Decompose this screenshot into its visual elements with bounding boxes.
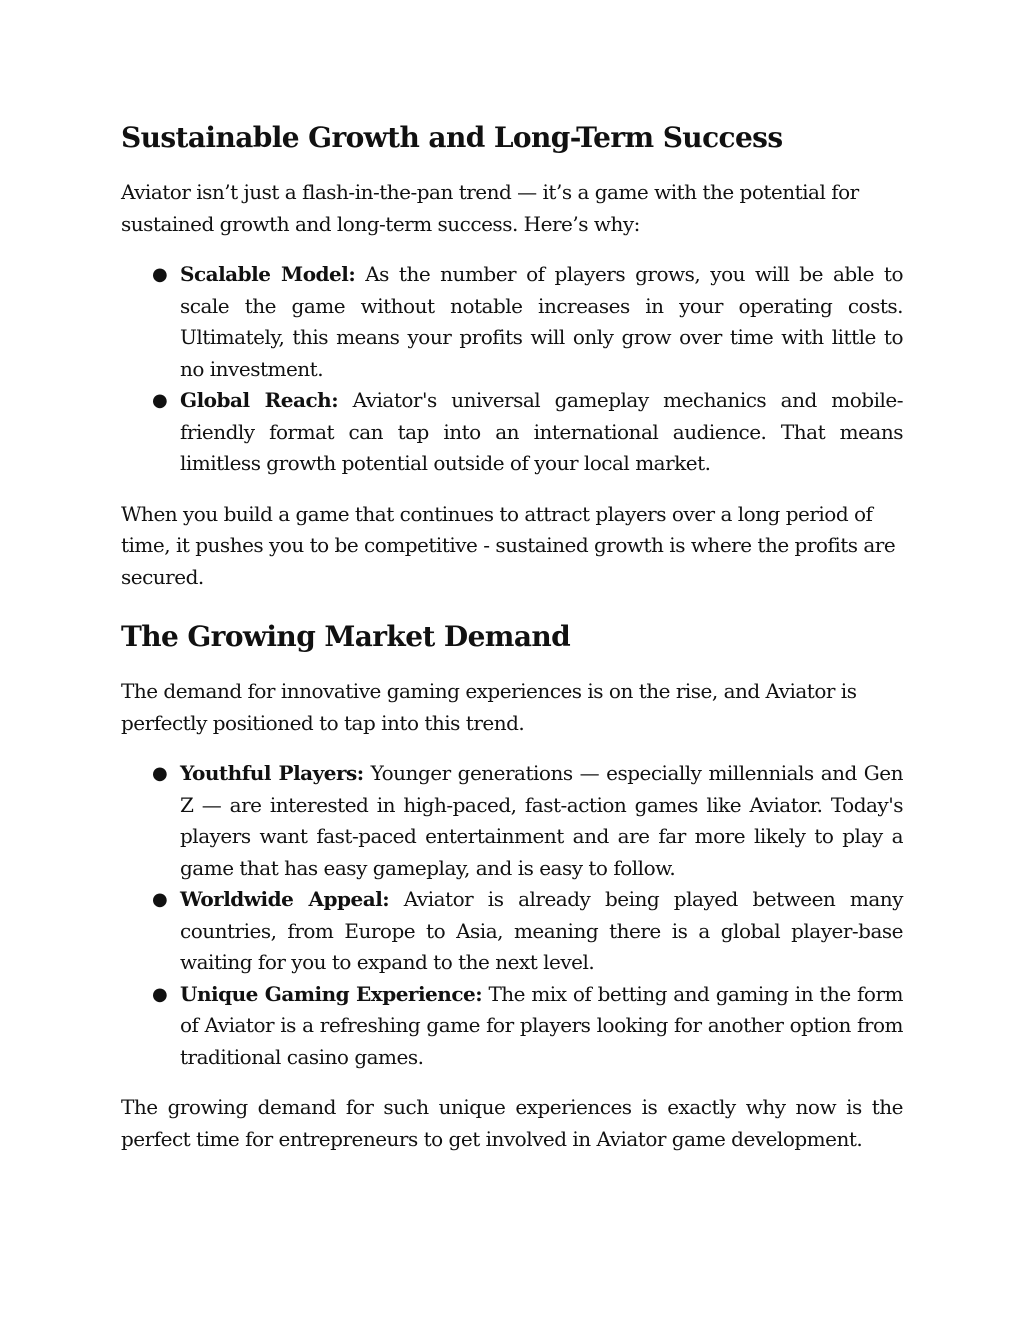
list-item-term: Unique Gaming Experience: xyxy=(180,981,483,1006)
list-item-text: Aviator's universal gameplay mechanics and mobile-friendly format can tap into an international audience. That means limitless growth potential outside of your local market. xyxy=(180,388,903,475)
bullet-icon: ● xyxy=(152,763,168,784)
section-heading: The Growing Market Demand xyxy=(121,620,571,653)
section-intro: The demand for innovative gaming experiences is on the rise, and Aviator is perfectly positioned to tap into this trend. xyxy=(121,679,857,735)
list-item xyxy=(121,385,903,480)
bullet-icon: ● xyxy=(152,983,168,1005)
section-outro: When you build a game that continues to attract players over a long period of time, it pushes you to be competitive - sustained growth is where the profits are secured. xyxy=(121,501,896,589)
list-item-text: As the number of players grows, you will be able to scale the game without notable increases in your operating costs. Ultimately, this means your profits will only grow over time with little to no investment. xyxy=(180,262,903,381)
list-item xyxy=(121,259,903,385)
list-item xyxy=(121,979,903,1074)
list-item-term: Scalable Model: xyxy=(180,262,356,286)
bullet-list xyxy=(121,259,903,480)
bullet-list xyxy=(121,758,903,1073)
bullet-icon: ● xyxy=(152,889,168,910)
list-item-term: Worldwide Appeal: xyxy=(180,887,390,911)
list-item-term: Youthful Players: xyxy=(180,761,364,785)
list-item xyxy=(121,758,903,884)
document-page xyxy=(121,118,903,1174)
section-outro: The growing demand for such unique experiences is exactly why now is the perfect time for entrepreneurs to get involved in Aviator game development. xyxy=(121,1095,903,1151)
section-heading: Sustainable Growth and Long-Term Success xyxy=(121,121,783,154)
list-item-term: Global Reach: xyxy=(180,388,339,412)
list-item xyxy=(121,884,903,979)
list-item-text: Aviator is already being played between many countries, from Europe to Asia, meaning there is a global player-base waiting for you to expand to the next level. xyxy=(180,887,903,974)
bullet-icon: ● xyxy=(152,264,168,285)
list-item-text: Younger generations — especially millennials and Gen Z — are interested in high-paced, fast-action games like Aviator. Today's players want fast-paced entertainment and are far more likely to play a game that has easy gameplay, and is easy to follow. xyxy=(180,761,903,880)
bullet-icon: ● xyxy=(152,390,168,411)
list-item-text: The mix of betting and gaming in the form of Aviator is a refreshing game for players looking for another option from traditional casino games. xyxy=(180,981,903,1069)
section-intro: Aviator isn’t just a flash-in-the-pan trend — it’s a game with the potential for sustained growth and long-term success. Here’s why: xyxy=(121,180,859,236)
